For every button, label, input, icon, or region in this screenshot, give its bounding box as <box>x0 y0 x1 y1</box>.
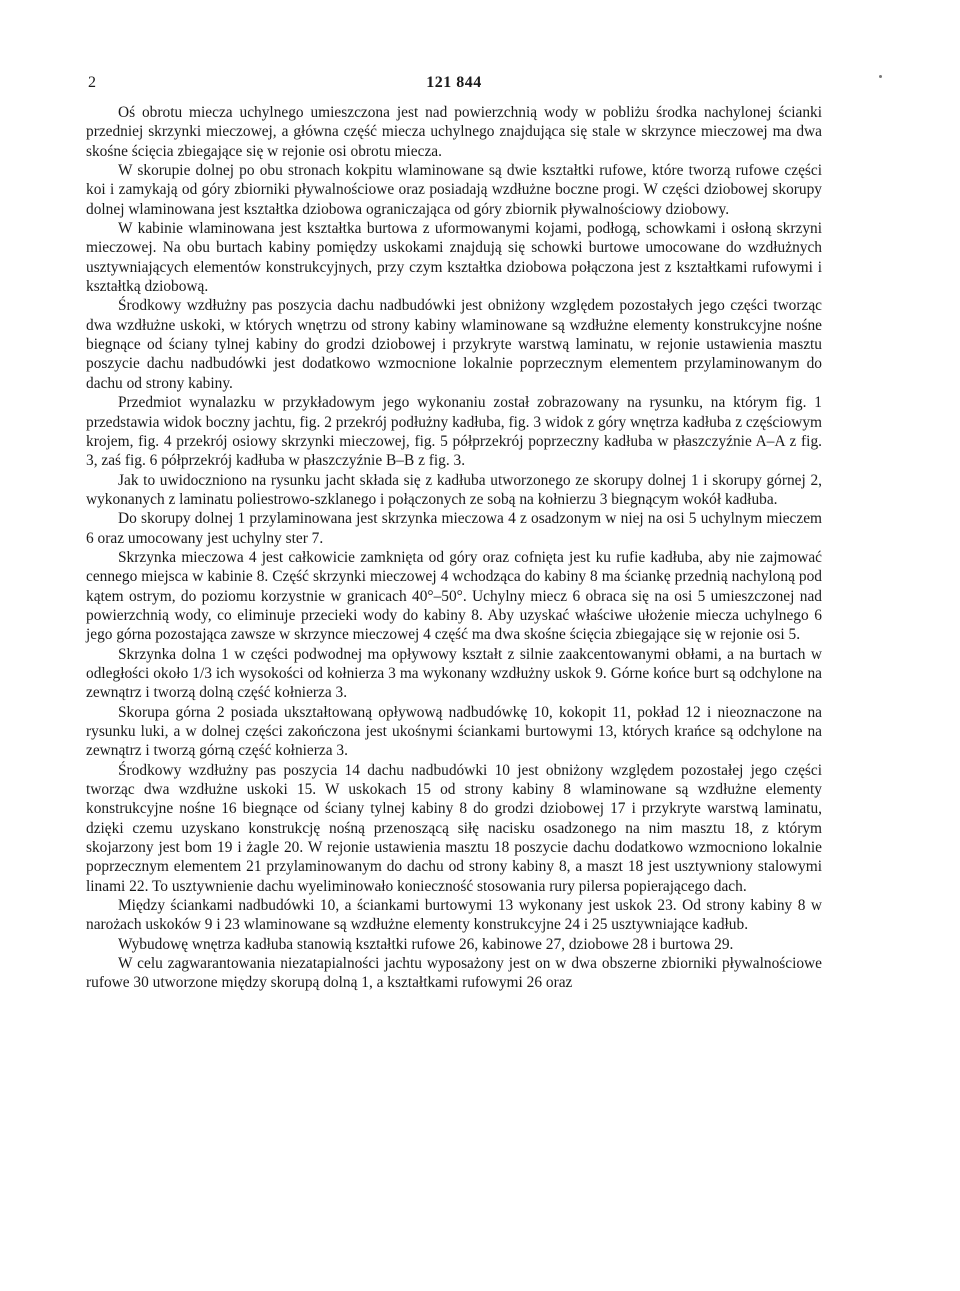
document-number: 121 844 <box>426 74 482 91</box>
paragraph: W kabinie wlaminowana jest kształtka burtowa z uformowanymi kojami, podłogą, schowkami i osłoną skrzyni mieczowej. Na obu burtach kabiny pomiędzy uskokami znajdują się schowki burtowe umocowane do wzdłużnych usztywniających elementów konstrukcyjnych, przy czym kształtka dziobowa połączona jest z kształtkami rufowymi i kształtką dziobową. <box>86 220 822 296</box>
page-number: 2 <box>88 74 96 91</box>
paragraph: Jak to uwidoczniono na rysunku jacht składa się z kadłuba utworzonego ze skorupy dolnej 1 i skorupy górnej 2, wykonanych z laminatu poliestrowo-szklanego i połączonych ze sobą na kołnierzu 3 biegnącym wokół kadłuba. <box>86 471 822 508</box>
paragraph: Skrzynka mieczowa 4 jest całkowicie zamknięta od góry oraz cofnięta jest ku rufie kadłuba, aby nie zajmować cennego miejsca w kabinie 8. Część skrzynki mieczowej 4 wchodząca do kabiny 8 ma ściankę przednią nachyloną pod kątem ostrym, do poziomu korzystnie w granicach 40°–50°. Uchylny miecz 6 obraca się na osi 5 umieszczonej nad powierzchnią wody, co eliminuje przecieki wody do kabiny 8. Aby uzyskać właściwe ułożenie miecza uchylnego 6 jego górna pozostająca zawsze w skrzynce mieczowej 4 część ma dwa skośne ścięcia zbiegające się w rejonie osi 5. <box>86 548 822 644</box>
paragraph: Do skorupy dolnej 1 przylaminowana jest skrzynka mieczowa 4 z osadzonym w niej na osi 5 uchylnym mieczem 6 oraz umocowany jest uchylny ster 7. <box>86 510 822 547</box>
paragraph: W skorupie dolnej po obu stronach kokpitu wlaminowane są dwie kształtki rufowe, które tworzą rufowe części koi i zamykają od góry zbiorniki pływalnościowe oraz posiadają wzdłużne boczne progi. W części dziobowej skorupy dolnej wlaminowana jest kształtka dziobowa ograniczająca od góry zbiornik pływalnościowy dziobowy. <box>86 162 822 218</box>
paragraph: Przedmiot wynalazku w przykładowym jego wykonaniu został zobrazowany na rysunku, na którym fig. 1 przedstawia widok boczny jachtu, fig. 2 przekrój podłużny kadłuba, fig. 3 widok z góry wnętrza kadłuba z częściowym krojem, fig. 4 przekrój osiowy skrzynki mieczowej, fig. 5 półprzekrój poprzeczny kadłuba w płaszczyźnie A–A z fig. 3, zaś fig. 6 półprzekrój kadłuba w płaszczyźnie B–B z fig. 3. <box>86 394 822 470</box>
paragraph: Między ściankami nadbudówki 10, a ściankami burtowymi 13 wykonany jest uskok 23. Od strony kabiny 8 w narożach uskoków 9 i 23 wlaminowane są wzdłużne elementy konstrukcyjne 24 i 25 usztywniające kadłub. <box>86 897 822 934</box>
paragraph: W celu zagwarantowania niezatapialności jachtu wyposażony jest on w dwa obszerne zbiorniki pływalnościowe rufowe 30 utworzone między skorupą dolną 1, a kształtkami rufowymi 26 oraz <box>86 955 822 992</box>
paragraph: Środkowy wzdłużny pas poszycia 14 dachu nadbudówki 10 jest obniżony względem pozostałej jego części tworząc dwa wzdłużne uskoki 15. W uskokach 15 od strony kabiny 8 wlaminowane są wzdłużne elementy konstrukcyjne nośne 16 biegnące od ściany tylnej kabiny 8 do grodzi dziobowej 17 i przykryte warstwą laminatu, dzięki czemu uzyskano konstrukcję nośną przenoszącą siłę nacisku osadzonego na nim masztu 18, z którym skojarzony jest bom 19 i żagle 20. W rejonie ustawienia masztu 18 poszycie dachu dodatkowo wzmocniono lokalnie poprzecznym elementem 21 przylaminowanym do dachu od strony kabiny 8, a maszt 18 jest usztywniony stalowymi linami 22. To usztywnienie dachu wyeliminowało konieczność stosowania rury pilersa popierającego dach. <box>86 761 822 895</box>
paragraph: Wybudowę wnętrza kadłuba stanowią kształtki rufowe 26, kabinowe 27, dziobowe 28 i burtowa 29. <box>118 935 734 953</box>
paragraph: Środkowy wzdłużny pas poszycia dachu nadbudówki jest obniżony względem pozostałych jego części tworząc dwa wzdłużne uskoki, w których wnętrzu od strony kabiny wlaminowane są wzdłużne elementy konstrukcyjne nośne biegnące od ściany tylnej kabiny do grodzi dziobowej i przykryte warstwą laminatu, w rejonie ustawienia masztu poszycie dachu nadbudówki jest dodatkowo wzmocnione lokalnie poprzecznym elementem przylaminowanym do dachu od strony kabiny. <box>86 297 822 392</box>
paragraph: Oś obrotu miecza uchylnego umieszczona jest nad powierzchnią wody w pobliżu środka nachylonej ścianki przedniej skrzynki mieczowej, a główna część miecza uchylnego znajdująca się stale w skrzynce mieczowej ma dwa skośne ścięcia zbiegające się w rejonie osi obrotu miecza. <box>86 104 822 160</box>
body-text <box>86 103 822 993</box>
paragraph: Skorupa górna 2 posiada ukształtowaną opływową nadbudówkę 10, kokopit 11, pokład 12 i nieoznaczone na rysunku luki, a w dolnej części zakończona jest ukośnymi ściankami burtowymi 13, których krańce są odchylone na zewnątrz i tworzą górną część kołnierza 3. <box>86 703 822 760</box>
paragraph: Skrzynka dolna 1 w części podwodnej ma opływowy kształt z silnie zaakcentowanymi obłami, a na burtach w odległości około 1/3 ich wysokości od kołnierza 3 ma wykonany wzdłużny uskok 9. Górne końce burt są odchylone na zewnątrz i tworzą dolną część kołnierza 3. <box>86 645 822 702</box>
scan-speck <box>879 75 882 78</box>
page-header <box>88 74 820 94</box>
